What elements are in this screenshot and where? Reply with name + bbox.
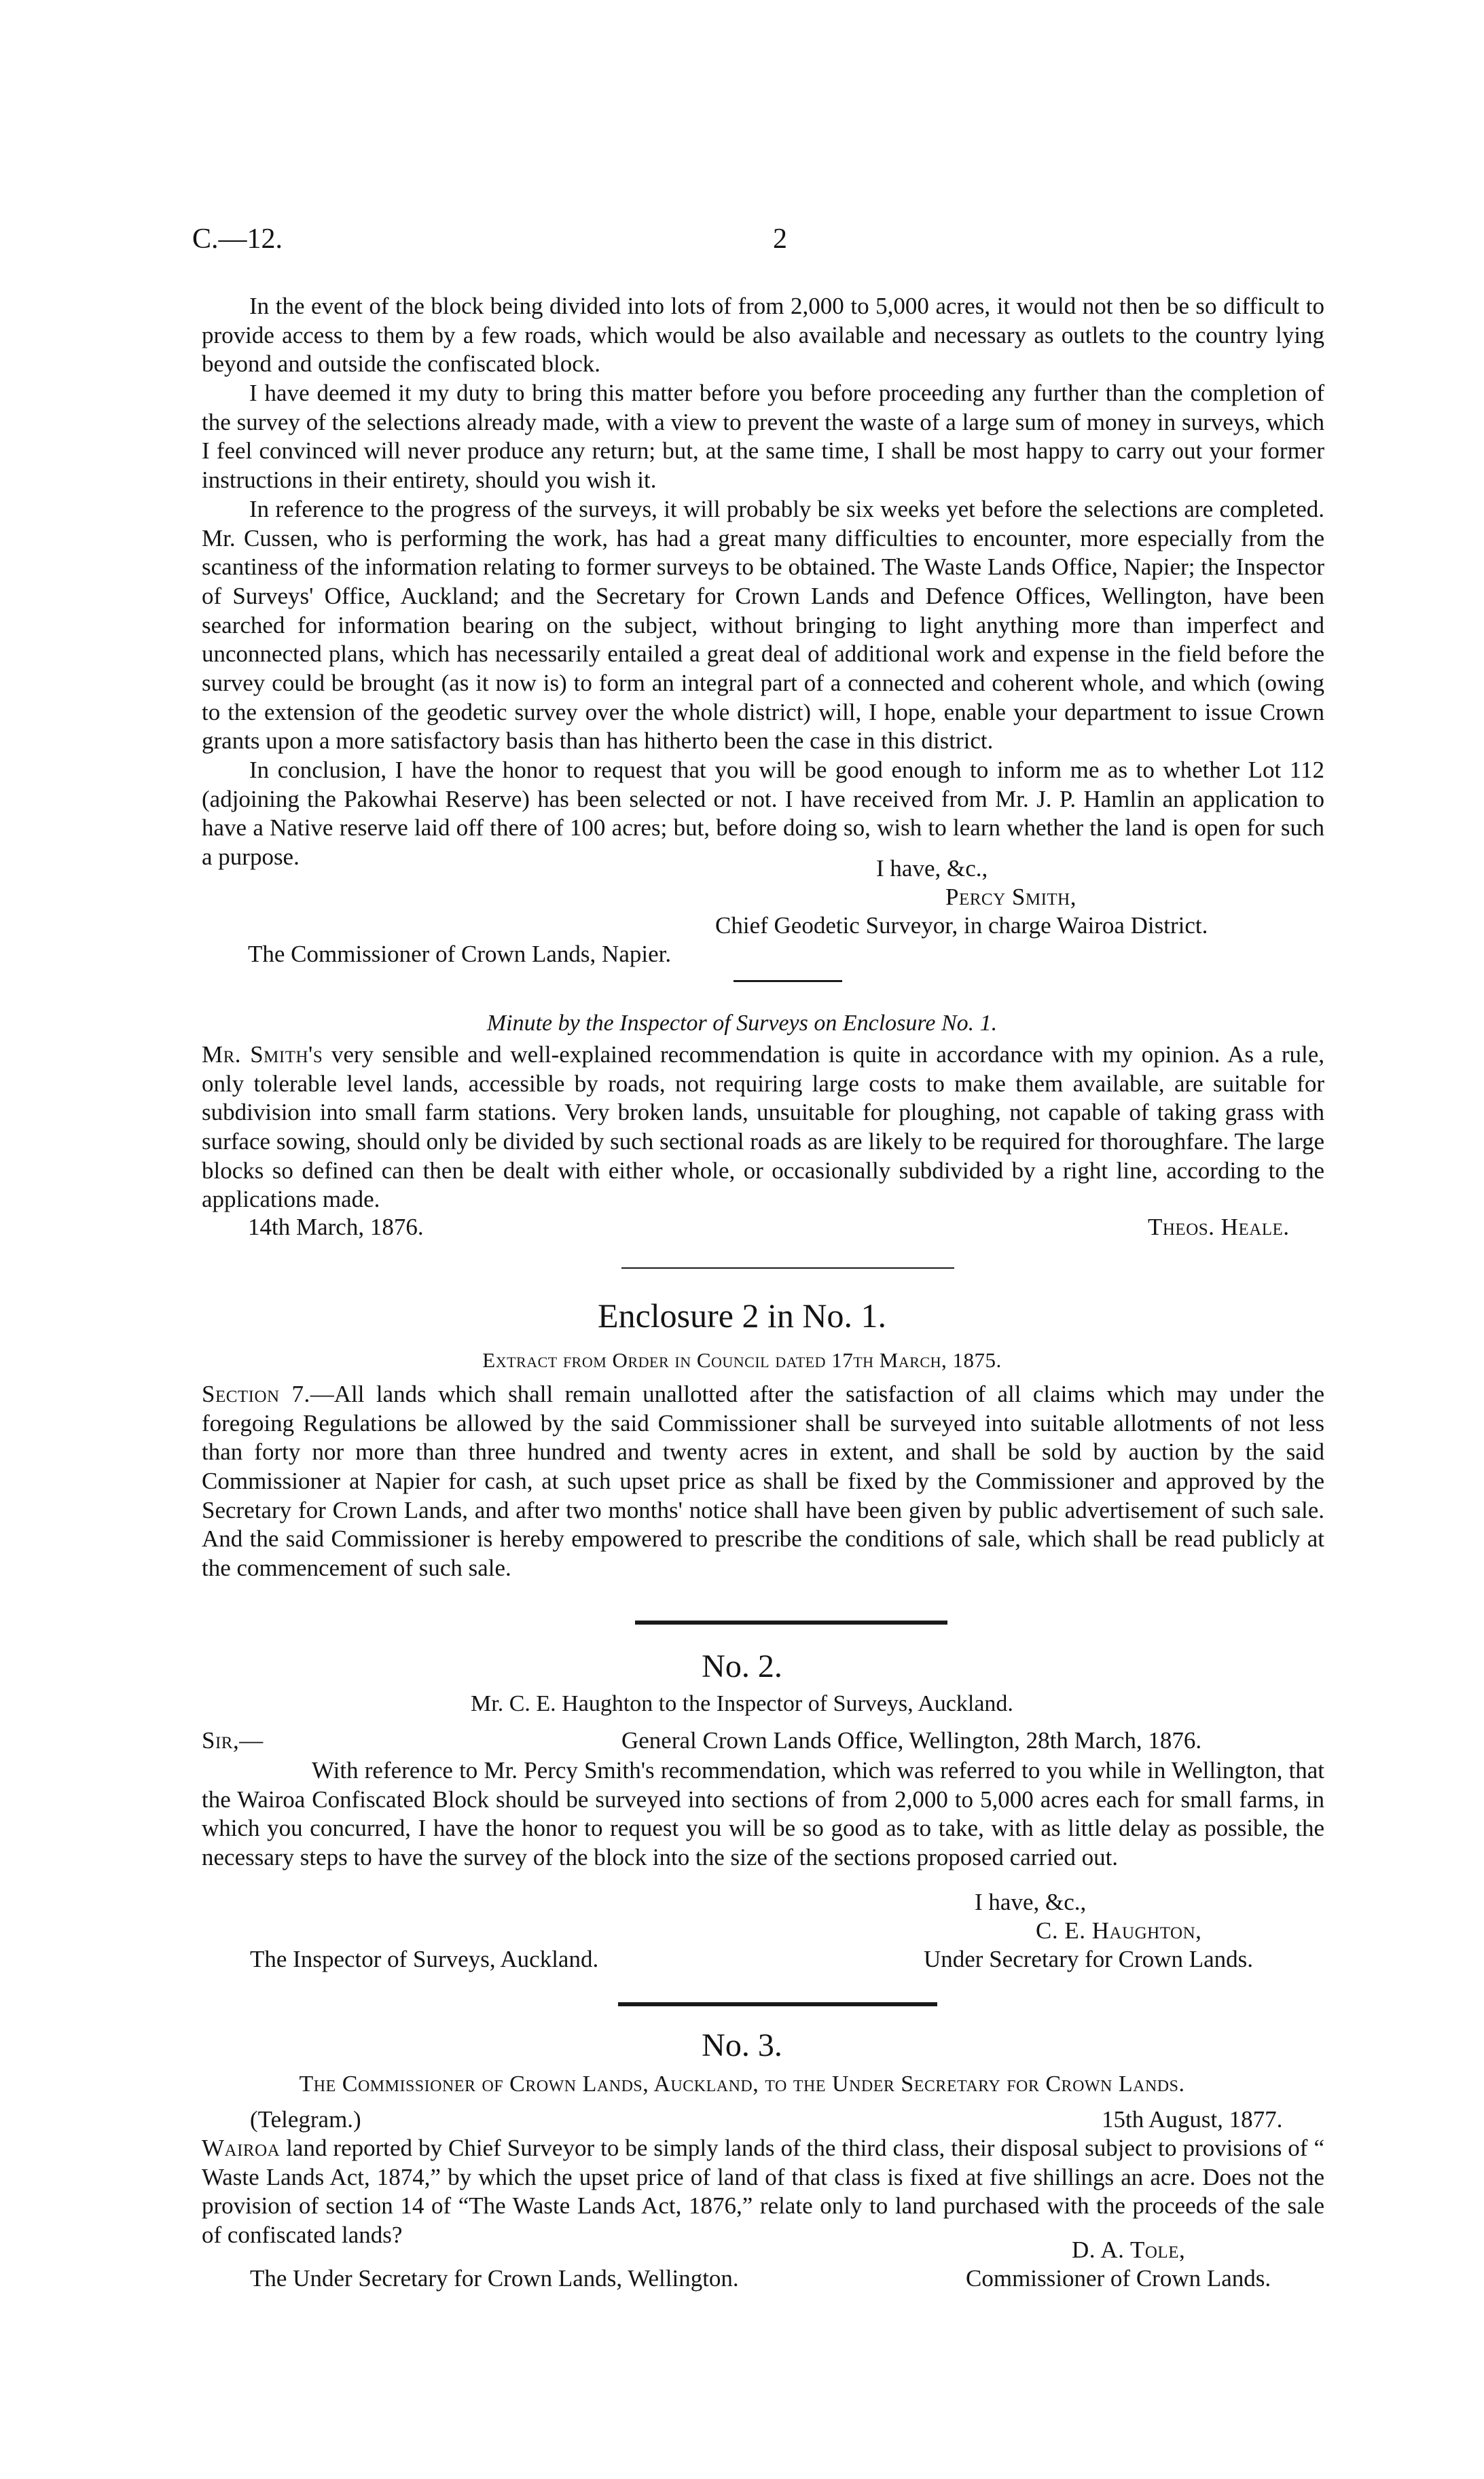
letter-closing: I have, &c.,	[975, 1889, 1087, 1915]
paragraph: In conclusion, I have the honor to request that you will be good enough to inform me as to whether Lot 112 (adjoining the Pakowhai Reserve) has been selected or not. I have received from Mr. J. P. Hamlin an application to have a Native reserve laid off there of 100 acres; but, before doing so, wish to learn whether the land is open for such a purpose.	[202, 757, 1324, 871]
section-divider	[734, 980, 842, 982]
letter-title	[0, 1648, 1484, 1685]
minute-title	[0, 1011, 1484, 1036]
enclosure-subtitle	[0, 1348, 1484, 1373]
section-text: —All lands which shall remain unallotted after the satisfaction of all claims which may under the foregoing Regulations be allowed by the said Commissioner shall be surveyed into suitable allotments of not less than forty nor more than three hundred and twenty acres in extent, and shall be sold by auction by the said Commissioner at Napier for cash, at such upset price as shall be fixed by the Commissioner and approved by the Secretary for Crown Lands, and after two months' notice shall have been given by public advertisement of such sale. And the said Commissioner is hereby empowered to prescribe the conditions of sale, which shall be read publicly at the commencement of such sale.	[202, 1381, 1324, 1582]
minute-signer: Theos. Heale.	[1148, 1214, 1290, 1240]
enclosure-subtitle-text: Extract from Order in Council dated 17th March, 1875.	[482, 1348, 1002, 1372]
enclosure-title	[0, 1296, 1484, 1335]
minute-title-text: Minute by the Inspector of Surveys on Enclosure No. 1.	[486, 1011, 998, 1036]
salutation: Sir,—	[202, 1727, 264, 1754]
minute-body	[202, 1041, 1324, 1214]
enclosure-body	[202, 1380, 1324, 1583]
section-divider	[635, 1621, 947, 1625]
telegram-text: land reported by Chief Surveyor to be simply lands of the third class, their disposal subject to provisions of “ Waste Lands Act, 1874,” by which the upset price of land of that class is fixed at five shillings an acre. Does not the provision of section 14 of “The Waste Lands Act, 1876,” relate only to land purchased with the proceeds of the sale of confiscated lands?	[202, 2135, 1324, 2249]
telegram-body	[202, 2134, 1324, 2250]
letter-signer: Percy Smith,	[945, 884, 1076, 910]
paragraph	[202, 2134, 1324, 2250]
minute-lead: Mr. Smith's	[202, 1041, 323, 1068]
letter-body	[202, 292, 1324, 872]
letter-addressee: The Commissioner of Crown Lands, Napier.	[248, 941, 672, 967]
section-lead: Section 7.	[202, 1381, 310, 1407]
dateline: General Crown Lands Office, Wellington, 28th March, 1876.	[621, 1727, 1202, 1754]
letter-closing: I have, &c.,	[876, 855, 988, 882]
letter-signer-title: Under Secretary for Crown Lands.	[924, 1946, 1253, 1972]
letter-title-text: No. 3.	[702, 2027, 782, 2063]
letter-subtitle-text: The Commissioner of Crown Lands, Auckland, to the Under Secretary for Crown Lands.	[299, 2071, 1185, 2097]
letter-subtitle	[0, 2071, 1484, 2097]
letter-signer: D. A. Tole,	[1072, 2237, 1186, 2263]
telegram-date: 15th August, 1877.	[1102, 2106, 1283, 2133]
document-reference: C.—12.	[192, 223, 283, 255]
paragraph: I have deemed it my duty to bring this matter before you before proceeding any further than the completion of the survey of the selections already made, with a view to prevent the waste of a large sum of money in surveys, which I feel convinced will never produce any return; but, at the same time, I shall be most happy to carry out your former instructions in their entirety, should you wish it.	[202, 380, 1324, 494]
telegram-label: (Telegram.)	[250, 2106, 361, 2133]
page-number: 2	[773, 223, 787, 255]
letter-addressee: The Under Secretary for Crown Lands, Wellington.	[250, 2265, 739, 2292]
paragraph	[202, 1041, 1324, 1214]
letter-addressee: The Inspector of Surveys, Auckland.	[250, 1946, 599, 1972]
paragraph: With reference to Mr. Percy Smith's recommendation, which was referred to you while in Wellington, that the Wairoa Confiscated Block should be surveyed into sections of from 2,000 to 5,000 acres each for small farms, in which you concurred, I have the honor to request you will be so good as to take, with as little delay as possible, the necessary steps to have the survey of the block into the size of the sections proposed carried out.	[202, 1757, 1324, 1871]
paragraph	[202, 1380, 1324, 1583]
section-divider	[621, 1267, 954, 1269]
minute-text: very sensible and well-explained recommendation is quite in accordance with my opinion. As a rule, only tolerable level lands, accessible by roads, not requiring large costs to make them available, are suitable for subdivision into small farm stations. Very broken lands, unsuitable for ploughing, not capable of taking grass with surface sowing, should only be divided by such sectional roads as are likely to be required for thoroughfare. The large blocks so defined can then be dealt with either whole, or occasionally subdivided by a right line, according to the applications made.	[202, 1041, 1325, 1213]
enclosure-title-text: Enclosure 2 in No. 1.	[598, 1297, 886, 1335]
letter-signer-title: Chief Geodetic Surveyor, in charge Wairoa District.	[715, 912, 1208, 939]
letter-signer-title: Commissioner of Crown Lands.	[966, 2265, 1271, 2292]
letter-signer: C. E. Haughton,	[1036, 1917, 1202, 1944]
letter-body	[202, 1756, 1324, 1872]
paragraph: In the event of the block being divided into lots of from 2,000 to 5,000 acres, it would not then be so difficult to provide access to them by a few roads, which would be also available and necessary as outlets to the country lying beyond and outside the confiscated block.	[202, 293, 1324, 378]
letter-subtitle	[0, 1691, 1484, 1717]
letter-title-text: No. 2.	[702, 1648, 782, 1684]
letter-title	[0, 2027, 1484, 2064]
paragraph: In reference to the progress of the surveys, it will probably be six weeks yet before the selections are completed. Mr. Cussen, who is performing the work, has had a great many difficulties to encounter, more especially from the scantiness of the information relating to former surveys to be obtained. The Waste Lands Office, Napier; the Inspector of Surveys' Office, Auckland; and the Secretary for Crown Lands and Defence Offices, Wellington, have been searched for information bearing on the subject, without bringing to light anything more than imperfect and unconnected plans, which has necessarily entailed a great deal of additional work and expense in the field before the survey could be brought (as it now is) to form an integral part of a connected and coherent whole, and which (owing to the extension of the geodetic survey over the whole district) will, I hope, enable your department to issue Crown grants upon a more satisfactory basis than has hitherto been the case in this district.	[202, 495, 1324, 755]
minute-date: 14th March, 1876.	[248, 1214, 424, 1240]
section-divider	[618, 2002, 937, 2006]
letter-subtitle-text: Mr. C. E. Haughton to the Inspector of Surveys, Auckland.	[471, 1691, 1013, 1716]
telegram-lead: Wairoa	[202, 2135, 280, 2161]
